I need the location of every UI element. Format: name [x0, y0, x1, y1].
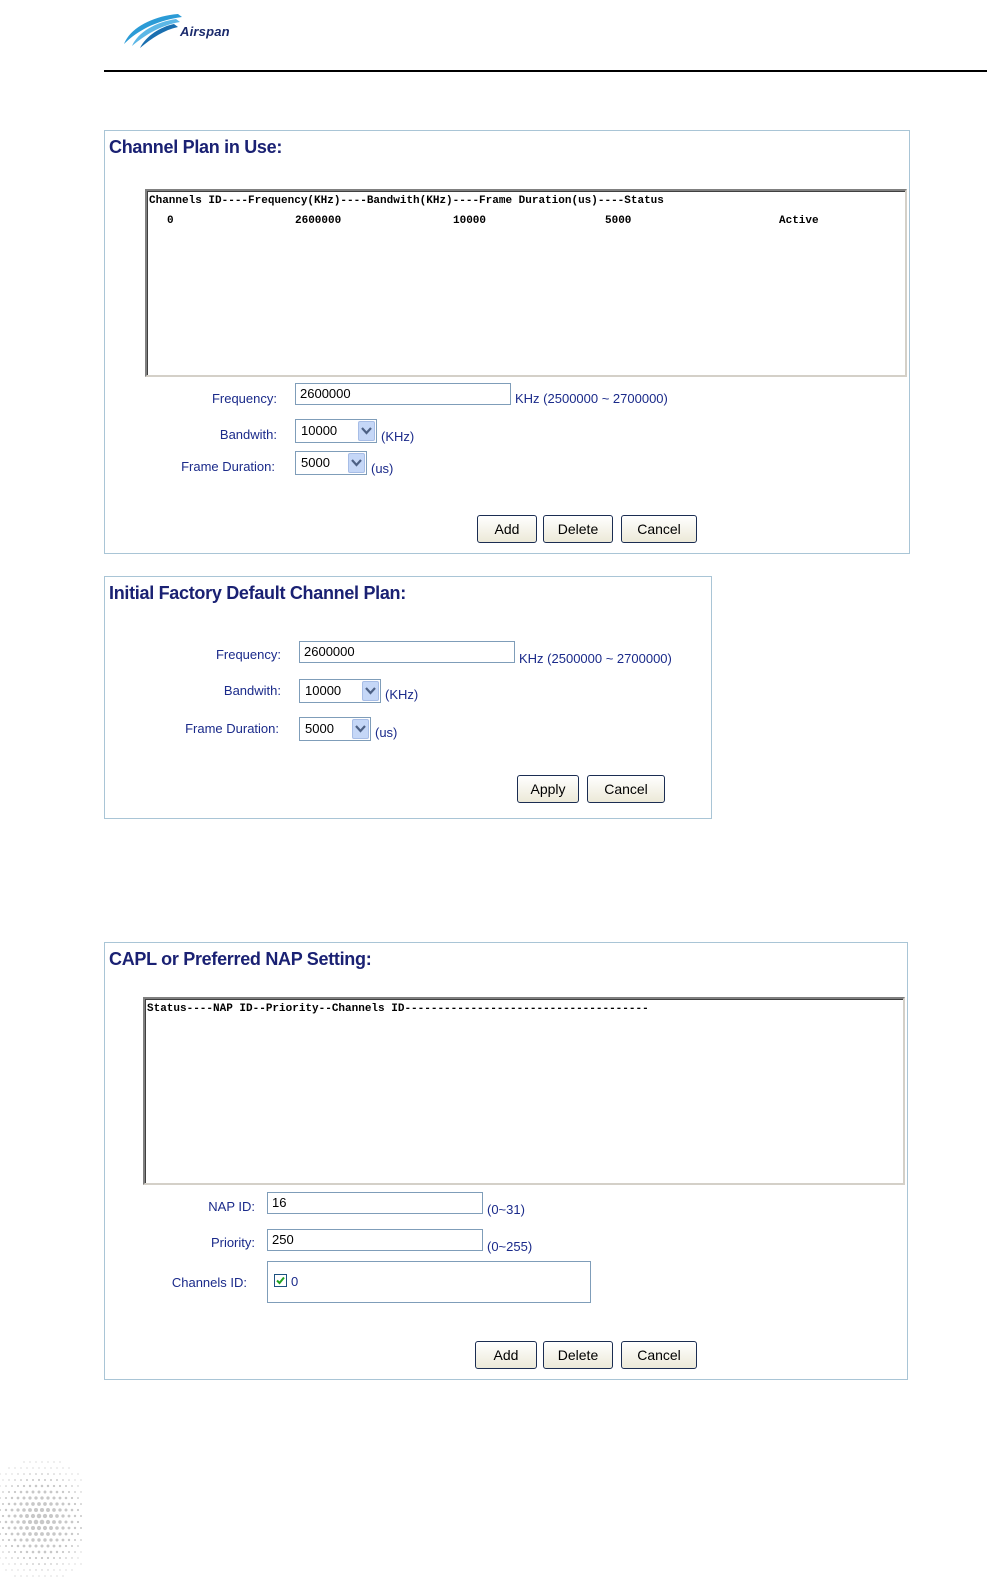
apply-button[interactable]: Apply — [517, 775, 579, 803]
channel-plan-panel — [104, 130, 910, 554]
bandwidth-unit: (KHz) — [381, 429, 415, 444]
factory-frequency-label: Frequency: — [215, 647, 281, 662]
factory-cancel-button[interactable]: Cancel — [587, 775, 665, 803]
channel-checkbox-label: 0 — [291, 1274, 299, 1289]
factory-bandwidth-label: Bandwith: — [223, 683, 281, 698]
factory-frame-duration-unit: (us) — [375, 725, 398, 740]
frequency-label: Frequency: — [211, 391, 277, 406]
cancel-nap-button[interactable]: Cancel — [621, 1341, 697, 1369]
frame-duration-label: Frame Duration: — [181, 459, 275, 474]
channel-plan-title: Channel Plan in Use: — [109, 137, 283, 157]
nap-list[interactable] — [143, 997, 905, 1185]
channel-plan-list-header: Channels ID----Frequency(KHz)----Bandwith(KHz)----Frame Duration(us)----Status — [149, 195, 664, 207]
channel-plan-list[interactable] — [145, 189, 907, 377]
chevron-down-icon[interactable] — [348, 453, 365, 473]
frequency-range-hint: KHz (2500000 ~ 2700000) — [515, 391, 668, 406]
factory-frame-duration-select[interactable] — [299, 717, 371, 741]
capl-title: CAPL or Preferred NAP Setting: — [109, 949, 372, 969]
airspan-logo — [118, 10, 288, 52]
factory-bandwidth-selected-value: 10000 — [305, 683, 342, 698]
check-icon — [275, 1275, 286, 1286]
channel-id: 0 — [167, 215, 174, 227]
factory-default-title: Initial Factory Default Channel Plan: — [109, 583, 406, 603]
priority-input[interactable]: 250 — [267, 1229, 483, 1251]
capl-panel — [104, 942, 908, 1380]
channel-frame-duration: 5000 — [605, 215, 632, 227]
frame-duration-unit: (us) — [371, 461, 394, 476]
add-nap-button[interactable]: Add — [475, 1341, 537, 1369]
factory-frequency-input[interactable]: 2600000 — [299, 641, 515, 663]
brand-name: Airspan — [180, 24, 230, 39]
nap-id-input[interactable]: 16 — [267, 1192, 483, 1214]
cancel-channel-button[interactable]: Cancel — [621, 515, 697, 543]
factory-frame-duration-selected-value: 5000 — [305, 721, 334, 736]
frame-duration-selected-value: 5000 — [301, 455, 330, 470]
factory-default-panel — [104, 576, 712, 819]
channels-id-label: Channels ID: — [171, 1275, 247, 1290]
bandwidth-label: Bandwith: — [219, 427, 277, 442]
decorative-dots-icon — [0, 1450, 90, 1594]
chevron-down-icon[interactable] — [352, 719, 369, 739]
nap-list-header: Status----NAP ID--Priority--Channels ID------------------------------------- — [147, 1003, 649, 1015]
frequency-input[interactable]: 2600000 — [295, 383, 511, 405]
factory-frequency-range-hint: KHz (2500000 ~ 2700000) — [519, 651, 672, 666]
channels-id-box — [267, 1261, 591, 1303]
channel-bandwidth: 10000 — [453, 215, 487, 227]
bandwidth-selected-value: 10000 — [301, 423, 338, 438]
channel-checkbox[interactable] — [274, 1274, 287, 1287]
chevron-down-icon[interactable] — [358, 421, 375, 441]
factory-bandwidth-unit: (KHz) — [385, 687, 419, 702]
nap-id-range-hint: (0~31) — [487, 1202, 525, 1217]
frame-duration-select[interactable] — [295, 451, 367, 475]
factory-bandwidth-select[interactable] — [299, 679, 381, 703]
chevron-down-icon[interactable] — [362, 681, 379, 701]
channel-frequency: 2600000 — [295, 215, 342, 227]
header-divider — [104, 70, 987, 72]
factory-frame-duration-label: Frame Duration: — [185, 721, 279, 736]
delete-nap-button[interactable]: Delete — [543, 1341, 613, 1369]
nap-id-label: NAP ID: — [208, 1199, 255, 1214]
bandwidth-select[interactable] — [295, 419, 377, 443]
delete-channel-button[interactable]: Delete — [543, 515, 613, 543]
priority-range-hint: (0~255) — [487, 1239, 533, 1254]
priority-label: Priority: — [210, 1235, 255, 1250]
add-channel-button[interactable]: Add — [477, 515, 537, 543]
channel-status: Active — [779, 215, 819, 227]
